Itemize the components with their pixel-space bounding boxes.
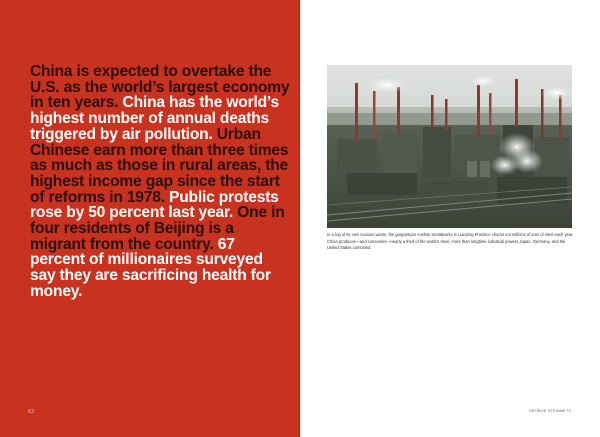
text-passage-highlight: Public protests rose by 50 percent last year. xyxy=(30,188,279,222)
steelworks-photo xyxy=(327,65,572,228)
text-passage: One in four residents of Beijing is a migrant from the country. xyxy=(30,204,285,253)
text-passage: Urban Chinese earn more than three times as much as those in rural areas, the highest income gap since the start of reforms in 1978. xyxy=(30,125,289,206)
page-number: 62 xyxy=(28,409,35,415)
page-gutter xyxy=(299,0,301,437)
text-passage: China is expected to overtake the U.S. as the world’s largest economy in ten years. xyxy=(30,63,290,112)
statistics-text-block xyxy=(30,64,292,300)
photo-credit: GEORGE STEINMETZ xyxy=(529,409,571,413)
photo-caption: In a fog of its own noxious waste, the gargantuan Anshan metalworks in Liaoning Province churns out millions of tons of steel each year. China produces—and consumes—nearly a third of the world’s steel, more than longtime industrial powers Japan, Germany, and the United States combined. xyxy=(327,232,574,251)
text-passage-highlight: China has the world’s highest number of annual deaths triggered by air pollution. xyxy=(30,94,279,143)
text-passage-highlight: 67 percent of millionaires surveyed say they are sacrificing health for money. xyxy=(30,235,271,300)
